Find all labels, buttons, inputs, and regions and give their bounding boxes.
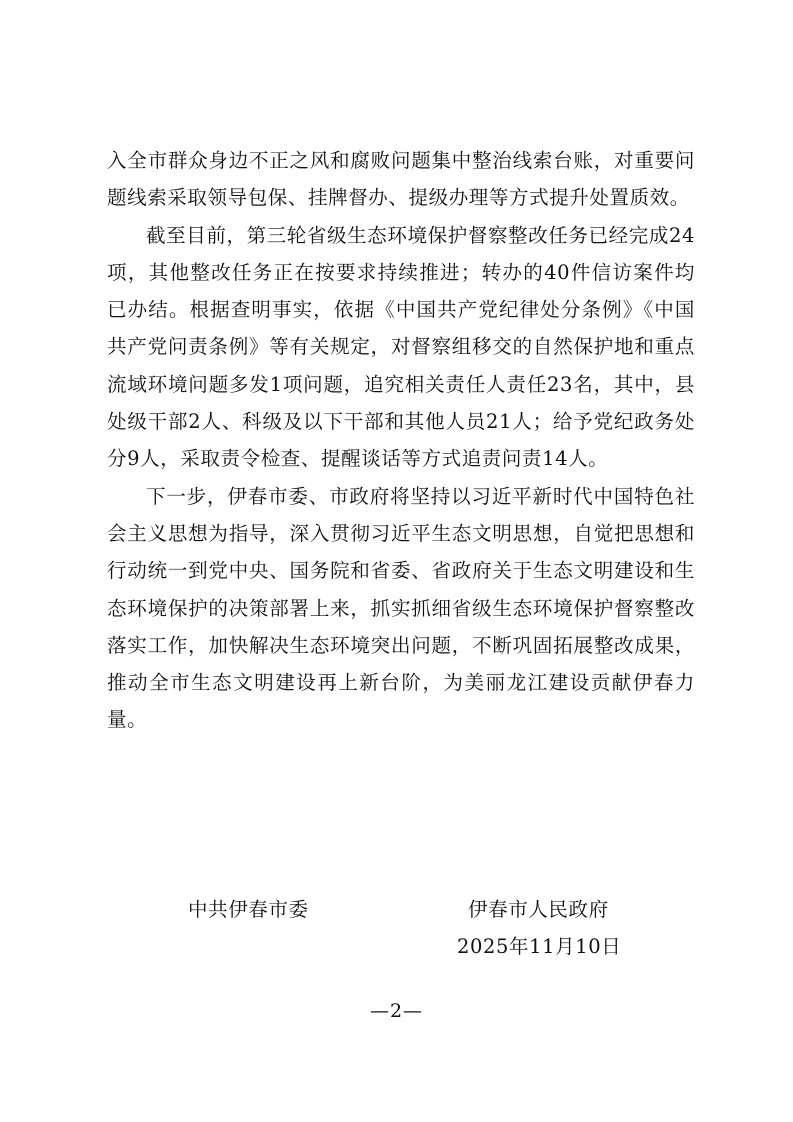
paragraph-next-steps: 下一步，伊春市委、市政府将坚持以习近平新时代中国特色社会主义思想为指导，深入贯彻习近平生态文明思想，自觉把思想和行动统一到党中央、国务院和省委、省政府关于生态文明建设和生态环境保护的决策部署上来，抓实抓细省级生态环境保护督察整改落实工作，加快解决生态环境突出问题，不断巩固拓展整改成果，推动全市生态文明建设再上新台阶，为美丽龙江建设贡献伊春力量。 [107,484,695,732]
signature-party-committee: 中共伊春市委 [188,898,309,921]
document-body [107,142,695,739]
page-number: —2— [369,1000,424,1022]
signature-government: 伊春市人民政府 [468,898,609,921]
paragraph-intro: 入全市群众身边不正之风和腐败问题集中整治线索台账，对重要问题线索采取领导包保、挂牌督办、提级办理等方式提升处置质效。 [107,149,695,210]
paragraph-rectification-progress: 截至目前，第三轮省级生态环境保护督察整改任务已经完成24项，其他整改任务正在按要求持续推进；转办的40件信访案件均已办结。根据查明事实，依据《中国共产党纪律处分条例》《中国共产党问责条例》等有关规定，对督察组移交的自然保护地和重点流域环境问题多发1项问题，追究相关责任人责任23名，其中，县处级干部2人、科级及以下干部和其他人员21人；给予党纪政务处分9人，采取责令检查、提醒谈话等方式追责问责14人。 [107,223,695,471]
signature-date: 2025年11月10日 [457,935,622,958]
